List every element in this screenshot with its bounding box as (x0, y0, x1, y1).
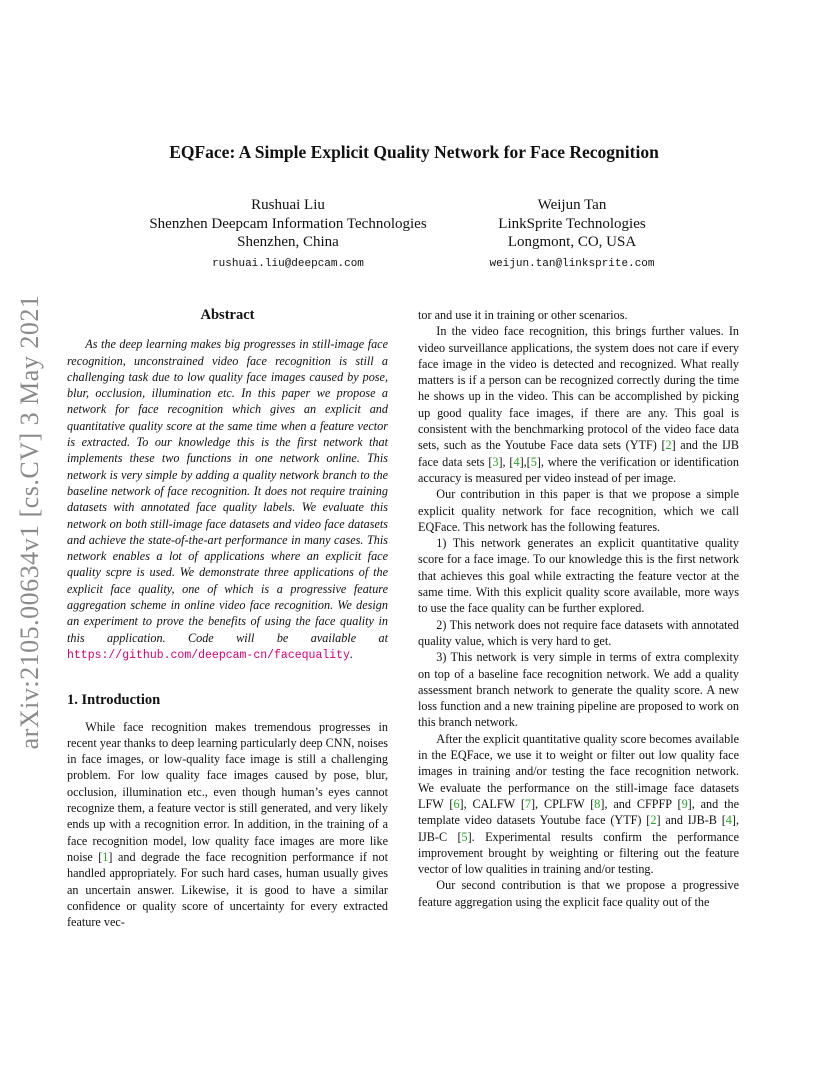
author-affiliation: LinkSprite Technologies (498, 215, 646, 232)
intro-paragraph (67, 719, 388, 931)
abstract-end: . (349, 646, 353, 661)
body-text: ], and CFPFP [ (600, 796, 682, 811)
section-heading-introduction: 1. Introduction (67, 692, 161, 709)
body-paragraph (418, 323, 739, 486)
body-text: After the explicit quantitative quality score becomes available in the EQFace, we use it to weight or filter out low quality face images in training and/or testing the face recognition network. We evaluate the performance on the still-image face datasets LFW [ (418, 731, 739, 811)
body-text: ], where the verification or identification accuracy is measured per video instead of per image. (418, 454, 739, 485)
body-paragraph: 2) This network does not require face datasets with annotated quality value, which is very hard to get. (418, 617, 739, 648)
body-text: ]. Experimental results confirm the performance improvement brought by weighting or filtering out the feature vector of low qualities in training and/or testing. (418, 829, 739, 877)
author-location: Shenzhen, China (237, 234, 339, 250)
author-name: Rushuai Liu (251, 197, 325, 213)
citation-link[interactable]: 2 (650, 813, 657, 828)
body-paragraph (418, 731, 739, 878)
citation-link[interactable]: 5 (530, 454, 537, 469)
body-text: ],[ (519, 454, 531, 469)
body-text: ] and IJB-B [ (656, 813, 726, 828)
abstract-body (67, 336, 388, 664)
body-paragraph: 3) This network is very simple in terms of extra complexity on top of a baseline face recognition network. We add a quality assessment branch network to generate the quality score. A new loss function and a new training pipeline are proposed to work on this branch network. (418, 650, 739, 730)
body-text: ], CPLFW [ (530, 796, 595, 811)
citation-link[interactable]: 2 (665, 438, 672, 453)
author-affiliation: Shenzhen Deepcam Information Technologies (149, 215, 427, 232)
citation-link[interactable]: 4 (513, 454, 520, 469)
arxiv-stamp (14, 272, 46, 772)
body-paragraph: 1) This network generates an explicit quantitative quality score for a face image. To our knowledge this is the first network that achieves this goal while extracting the feature vector at the same time. With this explicit quality score available, more ways to use the face quality can be further explored. (418, 536, 739, 616)
body-text: ], IJB-C [ (418, 813, 739, 844)
abstract-text: As the deep learning makes big progresses in still-image face recognition, unconstrained video face recognition is still a challenging task due to low quality face images caused by pose, blur, occlusion, illumination etc. In this paper we propose a network for face recognition which gives an explicit and quantitative quality score at the same time when a feature vector is extracted. To our knowledge this is the first network that implements these two functions in one network online. This network is very simple by adding a quality network branch to the baseline network of face recognition. It does not require training datasets with annotated face quality labels. We evaluate this network on both still-image face datasets and video face datasets and achieve the state-of-the-art performance in many cases. This network enables a lot of applications where an explicit face quality scpre is used. We demonstrate three applications of the explicit face quality, one of which is a progressive feature aggregation scheme in online video face recognition. We design an experiment to prove the benefits of using the face quality in this application. Code will be available at (67, 337, 388, 645)
intro-text: While face recognition makes tremendous progresses in recent year thanks to deep learning particularly deep CNN, noises in face images, or low-quality face image is still a challenging problem. For low quality face images caused by pose, blur, occlusion, illumination etc., even though human’s eyes cannot recognize them, a feature vector is still generated, and very likely ends up with a recognition error. In addition, in the training of a face recognition model, low quality face images are more like noise [ (67, 719, 388, 864)
citation-link[interactable]: 7 (524, 796, 531, 811)
right-column (418, 307, 739, 910)
body-text: ] and the IJB face data sets [ (418, 438, 739, 469)
body-text: ], [ (498, 454, 514, 469)
paper-title: EQFace: A Simple Explicit Quality Network for Face Recognition (169, 142, 659, 162)
citation-link[interactable]: 5 (461, 829, 468, 844)
author-email[interactable]: rushuai.liu@deepcam.com (212, 257, 364, 270)
author-block-1 (118, 196, 458, 273)
body-text: ], and the template video datasets Youtube face (YTF) [ (418, 796, 739, 828)
citation-link[interactable]: 4 (725, 813, 732, 828)
code-link[interactable]: https://github.com/deepcam-cn/facequality (67, 648, 350, 662)
citation-link[interactable]: 3 (492, 454, 499, 469)
arxiv-id[interactable]: arXiv:2105.00634v1 [cs.CV] 3 May 2021 (15, 294, 44, 750)
citation-link[interactable]: 8 (594, 796, 601, 811)
author-name: Weijun Tan (537, 197, 607, 213)
body-paragraph: Our contribution in this paper is that we propose a simple explicit quality network for face recognition, which we call EQFace. This network has the following features. (418, 487, 739, 534)
left-column (67, 307, 388, 930)
body-text: In the video face recognition, this brings further values. In video surveillance applications, the system does not care if every face image in the video is detected and recognized. What really matters is if a person can be recognized correctly during the time he shows up in the video. This can be accomplished by picking up good quality face images, if there are any. This goal is consistent with the benchmarking protocol of the video face data sets, such as the Youtube Face data sets (YTF) [ (418, 324, 739, 453)
intro-text: ] and degrade the face recognition performance if not handled appropriately. For such hard cases, human usually gives an uncertain answer. Likewise, it is good to have a similar confidence or quality score of uncertainty for every extracted feature vec- (67, 849, 388, 930)
citation-link[interactable]: 1 (102, 849, 109, 864)
body-paragraph: tor and use it in training or other scenarios. (418, 308, 628, 322)
citation-link[interactable]: 6 (453, 796, 460, 811)
body-paragraph: Our second contribution is that we propose a progressive feature aggregation using the explicit face quality out of the (418, 878, 739, 909)
author-location: Longmont, CO, USA (507, 234, 637, 250)
citation-link[interactable]: 9 (681, 796, 688, 811)
author-block-2 (450, 196, 694, 273)
author-email[interactable]: weijun.tan@linksprite.com (489, 257, 655, 270)
body-text: ], CALFW [ (459, 796, 525, 811)
abstract-heading: Abstract (200, 307, 255, 323)
